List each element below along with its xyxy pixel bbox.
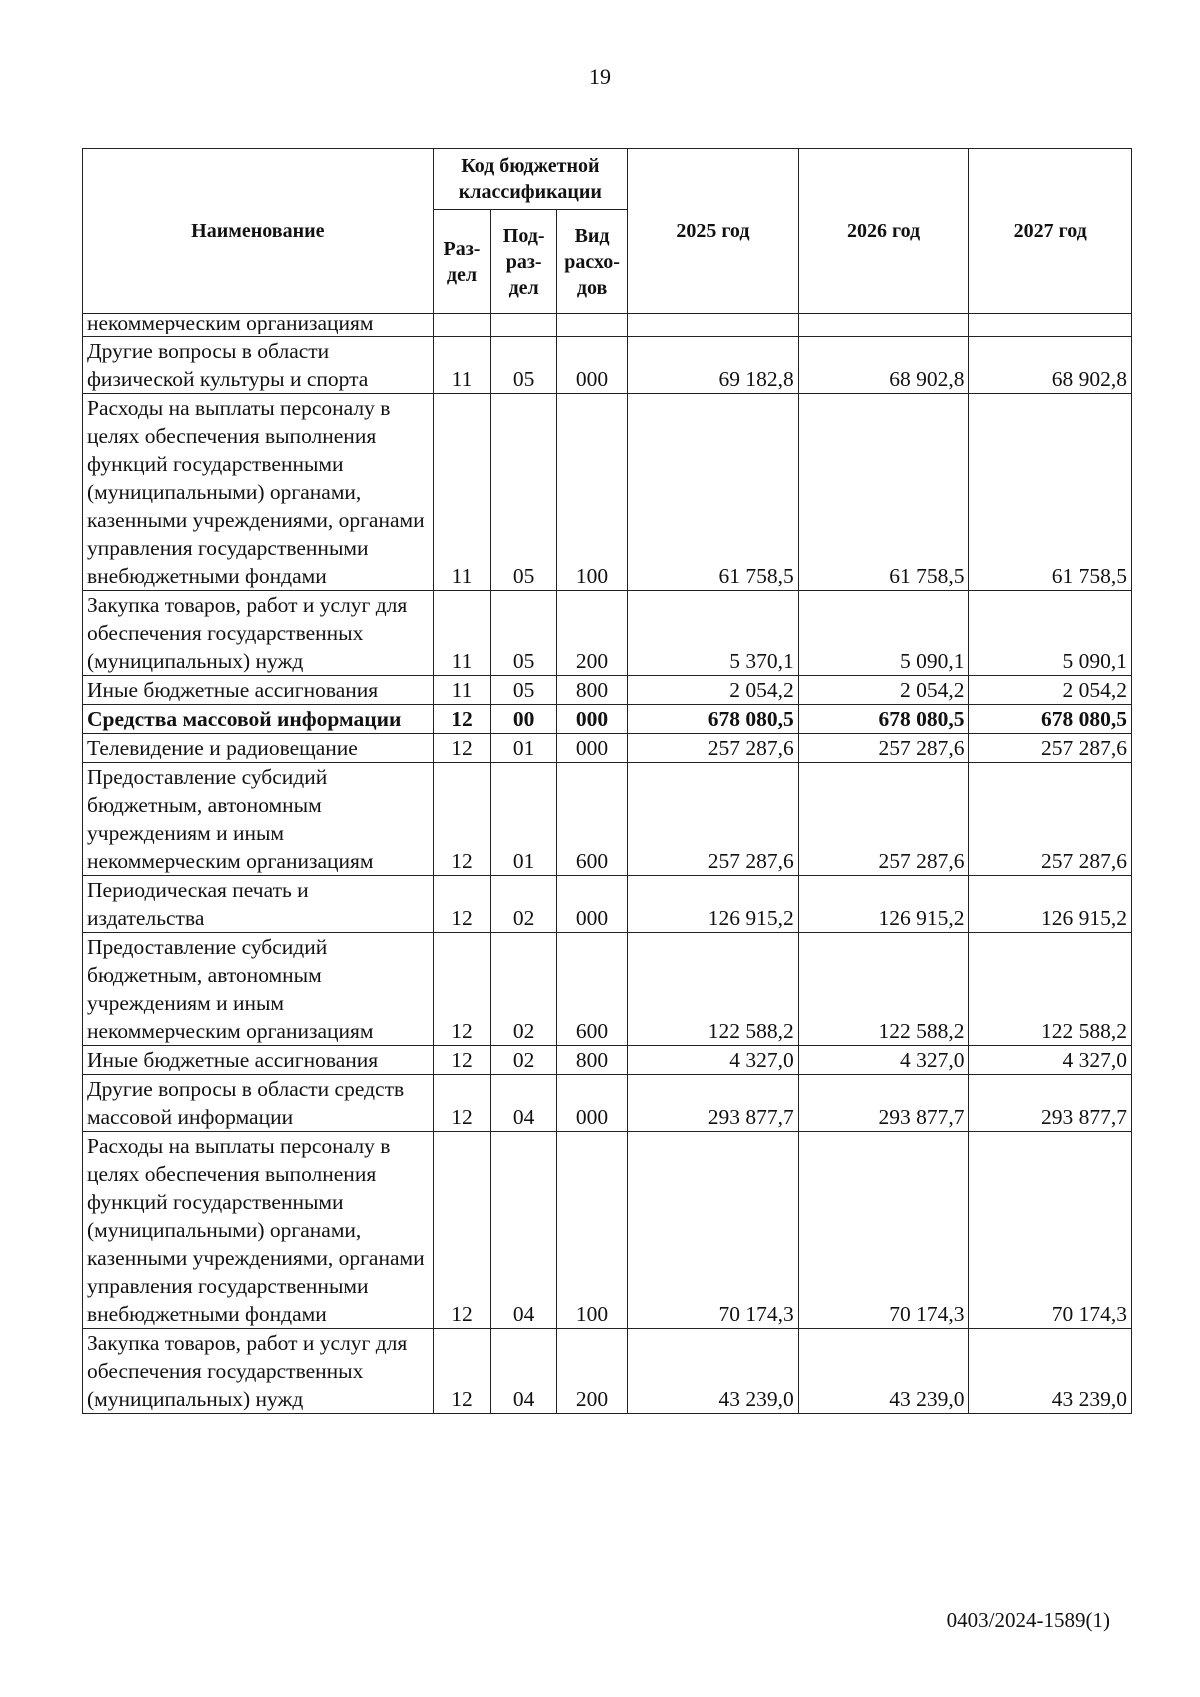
row-name: Средства массовой информации <box>83 705 434 734</box>
row-podrazdel: 05 <box>491 394 557 591</box>
table-row <box>83 876 1132 933</box>
row-podrazdel: 04 <box>491 1075 557 1132</box>
table-row <box>83 1046 1132 1075</box>
row-razdel: 12 <box>433 1329 491 1414</box>
header-razdel: Раз- дел <box>433 210 491 314</box>
row-2026: 293 877,7 <box>798 1075 969 1132</box>
row-name: Периодическая печать и издательства <box>83 876 434 933</box>
header-podrazdel: Под- раз- дел <box>491 210 557 314</box>
row-name: Предоставление субсидий бюджетным, автономным учреждениям и иным некоммерческим организациям <box>83 763 434 876</box>
row-razdel: 11 <box>433 394 491 591</box>
header-year-2027: 2027 год <box>969 149 1132 314</box>
row-2025: 126 915,2 <box>628 876 799 933</box>
row-2025: 2 054,2 <box>628 676 799 705</box>
row-name: Телевидение и радиовещание <box>83 734 434 763</box>
row-name: Другие вопросы в области средств массовой информации <box>83 1075 434 1132</box>
row-vid: 100 <box>557 394 628 591</box>
table-row <box>83 1075 1132 1132</box>
row-2027 <box>969 314 1132 337</box>
row-razdel: 12 <box>433 876 491 933</box>
row-razdel: 12 <box>433 1132 491 1329</box>
row-razdel: 11 <box>433 591 491 676</box>
row-2027: 122 588,2 <box>969 933 1132 1046</box>
row-vid: 000 <box>557 337 628 394</box>
row-razdel: 12 <box>433 763 491 876</box>
row-podrazdel: 04 <box>491 1329 557 1414</box>
row-vid: 200 <box>557 591 628 676</box>
table-row <box>83 763 1132 876</box>
row-2027: 61 758,5 <box>969 394 1132 591</box>
row-podrazdel: 05 <box>491 337 557 394</box>
header-name: Наименование <box>83 149 434 314</box>
row-name: некоммерческим организациям <box>87 313 374 334</box>
row-2025: 43 239,0 <box>628 1329 799 1414</box>
row-name: Иные бюджетные ассигнования <box>83 676 434 705</box>
row-podrazdel: 05 <box>491 591 557 676</box>
row-podrazdel: 02 <box>491 1046 557 1075</box>
table-row <box>83 676 1132 705</box>
row-razdel: 12 <box>433 1075 491 1132</box>
row-2026 <box>798 314 969 337</box>
row-2027: 257 287,6 <box>969 734 1132 763</box>
row-2027: 2 054,2 <box>969 676 1132 705</box>
header-year-2026: 2026 год <box>798 149 969 314</box>
row-2026: 5 090,1 <box>798 591 969 676</box>
header-year-2025: 2025 год <box>628 149 799 314</box>
row-name: Иные бюджетные ассигнования <box>83 1046 434 1075</box>
row-2027: 70 174,3 <box>969 1132 1132 1329</box>
row-2025: 61 758,5 <box>628 394 799 591</box>
table-row <box>83 591 1132 676</box>
row-name: Расходы на выплаты персоналу в целях обеспечения выполнения функций государственными (муниципальными) органами, казенными учреждениями, органами управления государственными внебюджетными фондами <box>83 1132 434 1329</box>
row-razdel: 11 <box>433 337 491 394</box>
row-2025: 4 327,0 <box>628 1046 799 1075</box>
row-2027: 43 239,0 <box>969 1329 1132 1414</box>
row-2025: 678 080,5 <box>628 705 799 734</box>
row-vid: 000 <box>557 876 628 933</box>
row-razdel: 12 <box>433 933 491 1046</box>
row-2026: 68 902,8 <box>798 337 969 394</box>
row-razdel: 12 <box>433 1046 491 1075</box>
row-name: Другие вопросы в области физической культуры и спорта <box>83 337 434 394</box>
header-row-1 <box>83 149 1132 210</box>
row-2027: 4 327,0 <box>969 1046 1132 1075</box>
row-podrazdel: 02 <box>491 876 557 933</box>
row-vid: 200 <box>557 1329 628 1414</box>
table-row <box>83 394 1132 591</box>
row-vid: 800 <box>557 1046 628 1075</box>
row-name: Закупка товаров, работ и услуг для обеспечения государственных (муниципальных) нужд <box>83 1329 434 1414</box>
row-name: Предоставление субсидий бюджетным, автономным учреждениям и иным некоммерческим организациям <box>83 933 434 1046</box>
row-podrazdel <box>491 314 557 337</box>
row-2026: 257 287,6 <box>798 763 969 876</box>
row-vid: 600 <box>557 933 628 1046</box>
row-podrazdel: 05 <box>491 676 557 705</box>
row-2027: 68 902,8 <box>969 337 1132 394</box>
row-2026: 61 758,5 <box>798 394 969 591</box>
row-2027: 126 915,2 <box>969 876 1132 933</box>
table-row <box>83 734 1132 763</box>
row-podrazdel: 02 <box>491 933 557 1046</box>
row-name: Закупка товаров, работ и услуг для обеспечения государственных (муниципальных) нужд <box>83 591 434 676</box>
budget-table <box>82 148 1132 1414</box>
table-row <box>83 1132 1132 1329</box>
header-vid: Вид расхо- дов <box>557 210 628 314</box>
row-2025: 122 588,2 <box>628 933 799 1046</box>
row-2026: 122 588,2 <box>798 933 969 1046</box>
row-2027: 257 287,6 <box>969 763 1132 876</box>
row-2026: 257 287,6 <box>798 734 969 763</box>
row-razdel <box>433 314 491 337</box>
row-2026: 4 327,0 <box>798 1046 969 1075</box>
table-row <box>83 1329 1132 1414</box>
row-vid: 000 <box>557 734 628 763</box>
row-2025: 293 877,7 <box>628 1075 799 1132</box>
row-2026: 43 239,0 <box>798 1329 969 1414</box>
row-2026: 678 080,5 <box>798 705 969 734</box>
row-podrazdel: 01 <box>491 734 557 763</box>
row-2027: 678 080,5 <box>969 705 1132 734</box>
page-number: 19 <box>589 64 611 89</box>
table-row <box>83 314 1132 337</box>
row-vid: 100 <box>557 1132 628 1329</box>
row-vid: 600 <box>557 763 628 876</box>
row-podrazdel: 00 <box>491 705 557 734</box>
row-2026: 126 915,2 <box>798 876 969 933</box>
row-2025: 69 182,8 <box>628 337 799 394</box>
row-2025: 70 174,3 <box>628 1132 799 1329</box>
row-2025: 5 370,1 <box>628 591 799 676</box>
row-vid <box>557 314 628 337</box>
row-podrazdel: 01 <box>491 763 557 876</box>
row-razdel: 12 <box>433 705 491 734</box>
header-code-group: Код бюджетной классификации <box>433 149 627 210</box>
table-row-section <box>83 705 1132 734</box>
row-razdel: 12 <box>433 734 491 763</box>
table-row <box>83 337 1132 394</box>
row-2025: 257 287,6 <box>628 734 799 763</box>
row-2026: 70 174,3 <box>798 1132 969 1329</box>
row-vid: 000 <box>557 1075 628 1132</box>
row-2026: 2 054,2 <box>798 676 969 705</box>
row-2027: 293 877,7 <box>969 1075 1132 1132</box>
row-2025: 257 287,6 <box>628 763 799 876</box>
row-razdel: 11 <box>433 676 491 705</box>
row-vid: 000 <box>557 705 628 734</box>
document-id: 0403/2024-1589(1) <box>946 1608 1110 1632</box>
row-2027: 5 090,1 <box>969 591 1132 676</box>
row-vid: 800 <box>557 676 628 705</box>
table-row <box>83 933 1132 1046</box>
row-name: Расходы на выплаты персоналу в целях обеспечения выполнения функций государственными (муниципальными) органами, казенными учреждениями, органами управления государственными внебюджетными фондами <box>83 394 434 591</box>
row-2025 <box>628 314 799 337</box>
row-podrazdel: 04 <box>491 1132 557 1329</box>
